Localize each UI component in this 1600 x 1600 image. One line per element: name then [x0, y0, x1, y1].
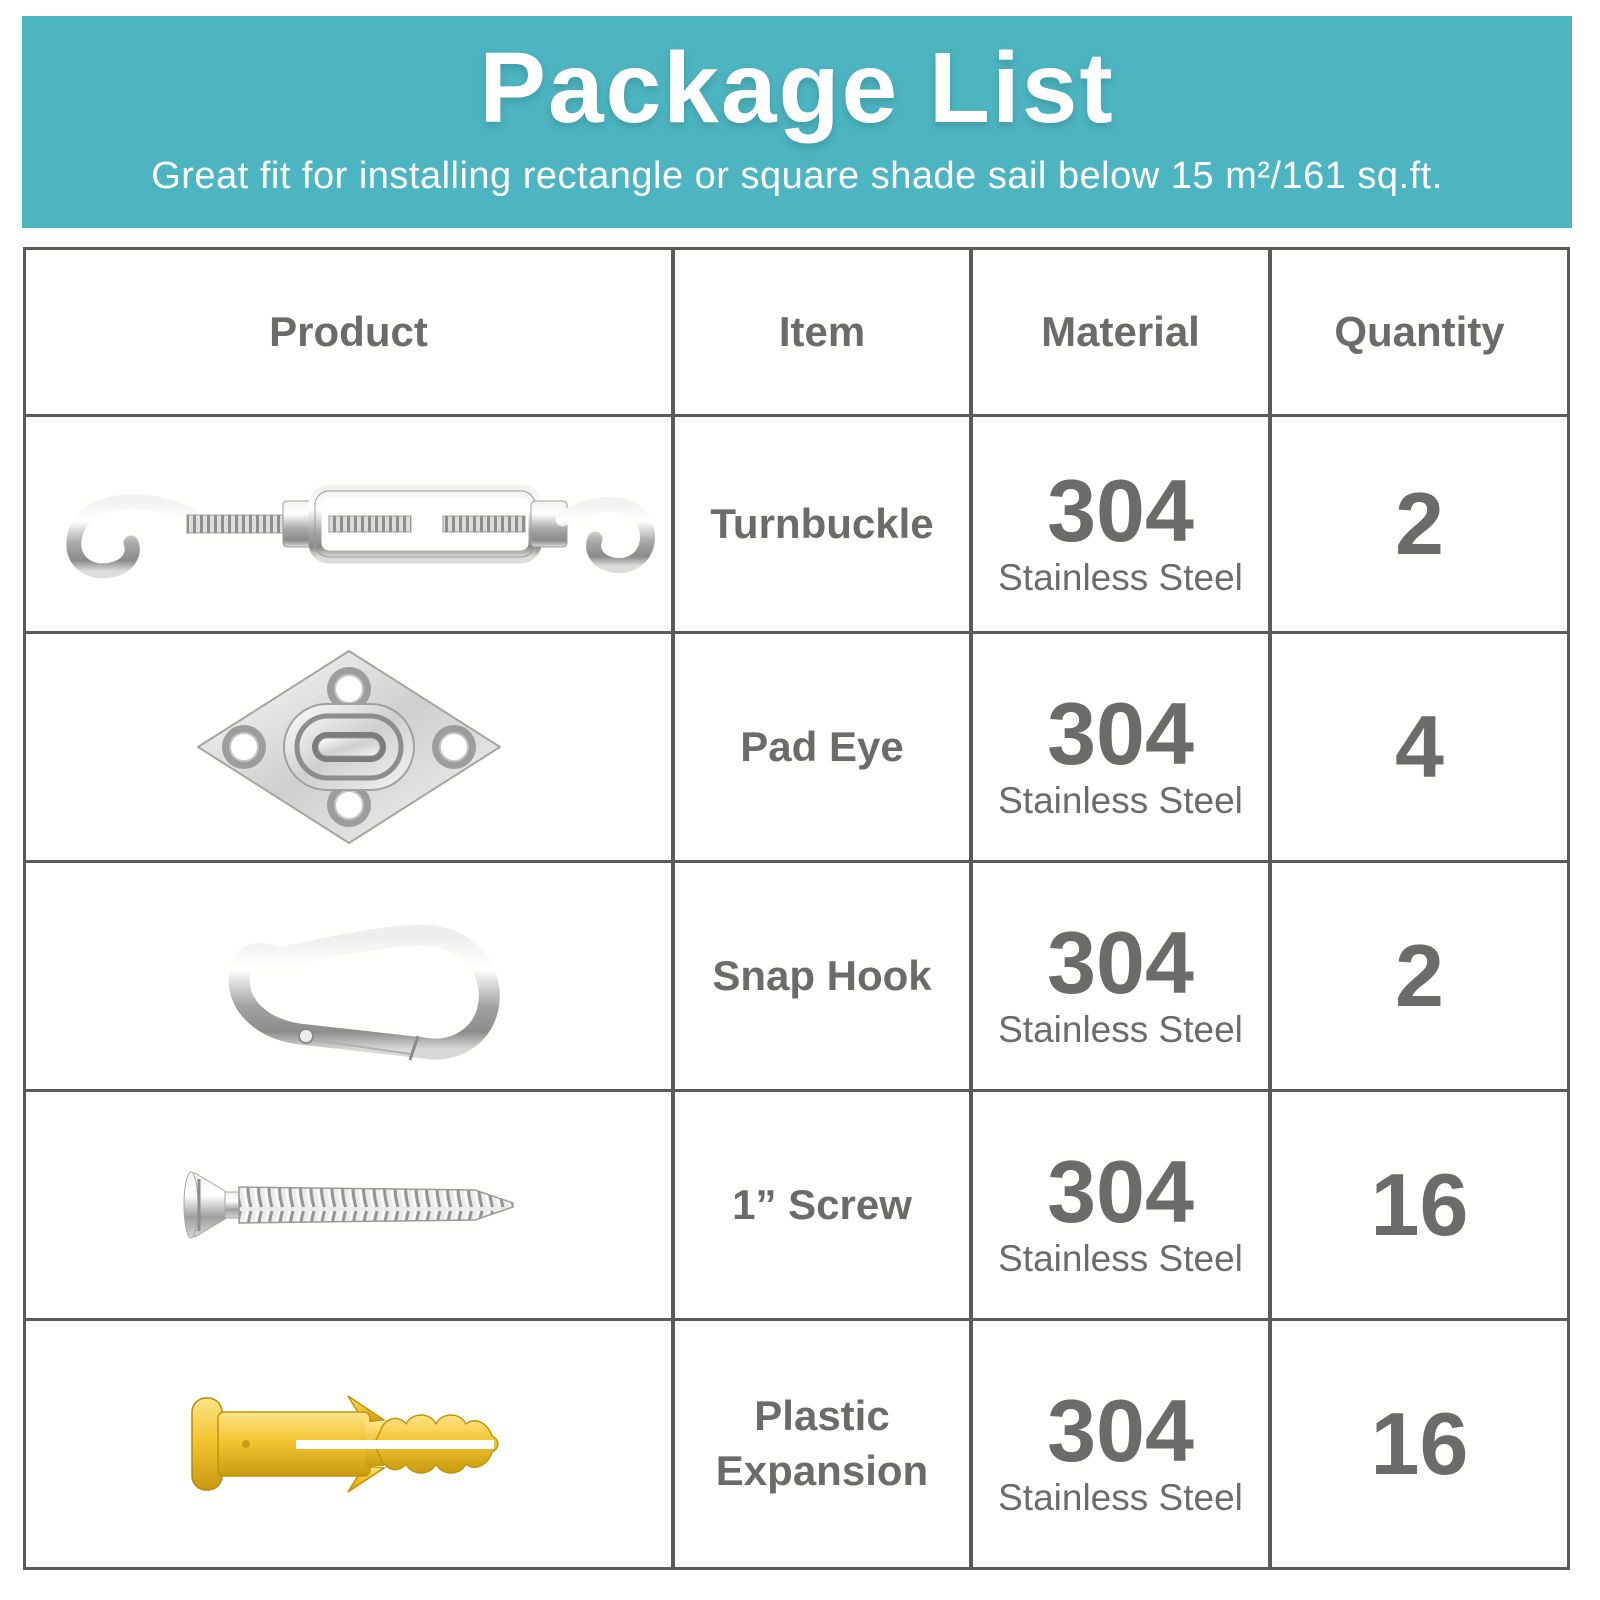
material-grade: 304: [1047, 684, 1194, 784]
header-banner: [22, 16, 1572, 228]
column-header-quantity: Quantity: [1272, 250, 1567, 414]
product-image-turnbuckle: [26, 417, 671, 631]
quantity-value: 2: [1272, 863, 1567, 1089]
material-grade: 304: [1047, 461, 1194, 561]
material-cell: [973, 1321, 1268, 1567]
product-image-snap-hook: [26, 863, 671, 1089]
material-cell: [973, 634, 1268, 860]
item-name: Plastic Expansion: [675, 1321, 969, 1567]
product-image-plastic-expansion: [26, 1321, 671, 1567]
screw-icon: [179, 1165, 519, 1245]
turnbuckle-icon: [39, 469, 659, 579]
snap-hook-icon: [194, 886, 504, 1066]
item-name: Turnbuckle: [675, 417, 969, 631]
material-cell: [973, 1092, 1268, 1318]
package-table: [23, 247, 1570, 1570]
material-cell: [973, 417, 1268, 631]
material-name: Stainless Steel: [998, 556, 1243, 598]
product-image-pad-eye: [26, 634, 671, 860]
material-name: Stainless Steel: [998, 1008, 1243, 1050]
page-subtitle: Great fit for installing rectangle or square shade sail below 15 m²/161 sq.ft.: [151, 155, 1443, 197]
item-name: 1” Screw: [675, 1092, 969, 1318]
plastic-expansion-icon: [184, 1392, 514, 1496]
pad-eye-icon: [194, 647, 504, 847]
material-name: Stainless Steel: [998, 779, 1243, 821]
material-grade: 304: [1047, 913, 1194, 1013]
product-image-screw: [26, 1092, 671, 1318]
quantity-value: 16: [1272, 1321, 1567, 1567]
column-header-product: Product: [26, 250, 671, 414]
quantity-value: 2: [1272, 417, 1567, 631]
page-title: Package List: [479, 32, 1115, 144]
column-header-item: Item: [675, 250, 969, 414]
quantity-value: 16: [1272, 1092, 1567, 1318]
item-name: Snap Hook: [675, 863, 969, 1089]
material-name: Stainless Steel: [998, 1476, 1243, 1518]
material-cell: [973, 863, 1268, 1089]
material-grade: 304: [1047, 1381, 1194, 1481]
column-header-material: Material: [973, 250, 1268, 414]
material-name: Stainless Steel: [998, 1237, 1243, 1279]
quantity-value: 4: [1272, 634, 1567, 860]
material-grade: 304: [1047, 1142, 1194, 1242]
item-name: Pad Eye: [675, 634, 969, 860]
